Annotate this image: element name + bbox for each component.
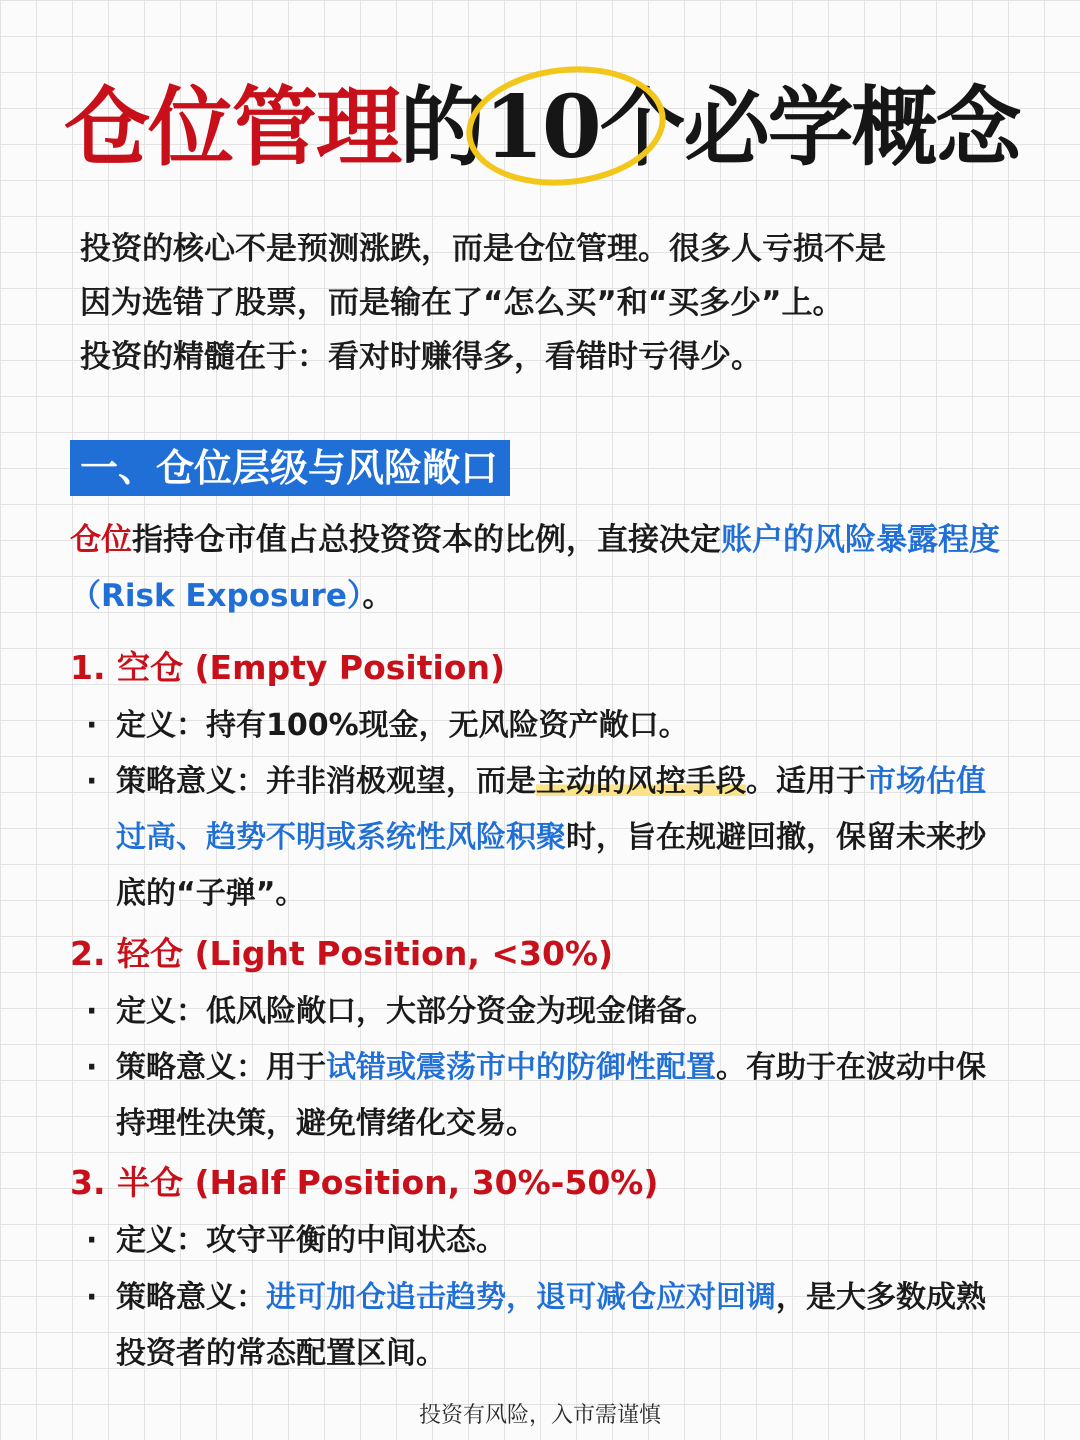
bullet-text: 定义：持有100%现金，无风险资产敞口。 <box>116 708 689 743</box>
bullet-definition <box>86 984 1006 1040</box>
intro-line: 投资的核心不是预测涨跌，而是仓位管理。很多人亏损不是 <box>80 231 886 267</box>
strategy-text: 策略意义：并非消极观望，而是 <box>116 764 536 799</box>
strategy-text: 。有助于在波动中保持理性决策，避免情绪化交易。 <box>116 1050 986 1141</box>
bullet-text: 定义：低风险敞口，大部分资金为现金储备。 <box>116 994 716 1029</box>
intro-line: 因为选错了股票，而是输在了“怎么买”和“买多少”上。 <box>80 285 844 321</box>
item-title-empty: 1. 空仓 (Empty Position) <box>70 648 506 687</box>
title-part1: 仓位管理 <box>64 77 400 178</box>
title-part4: 必学概念 <box>683 77 1020 178</box>
strategy-text: 。适用于 <box>746 764 866 799</box>
definition-text: 指持仓市值占总投资资本的比例，直接决定 <box>132 522 721 558</box>
bullet-dot: · <box>86 1280 98 1315</box>
bullet-definition <box>86 698 1006 754</box>
item-title-half: 3. 半仓 (Half Position, 30%-50%) <box>70 1163 659 1202</box>
strategy-text: ，是大多数成熟投资者的常态配置区间。 <box>116 1280 986 1371</box>
bullet-strategy <box>86 1040 1006 1152</box>
definition-paragraph <box>70 512 1020 624</box>
title-number <box>484 77 684 178</box>
bullet-text <box>86 1040 1006 1152</box>
definition-term: 仓位 <box>70 522 132 558</box>
bullet-dot: · <box>86 1050 98 1085</box>
bullet-text: 定义：攻守平衡的中间状态。 <box>116 1223 506 1258</box>
strategy-text: 策略意义： <box>116 1280 266 1315</box>
bullet-dot: · <box>86 1223 98 1258</box>
strategy-text: 时，旨在规避回撤，保留未来抄底的“子弹”。 <box>116 820 986 911</box>
emphasis-text: 市场估值过高、趋势不明或系统性风险积聚 <box>116 764 986 855</box>
bullet-strategy <box>86 1270 1006 1382</box>
definition-end: 。 <box>362 578 394 614</box>
section-heading: 一、仓位层级与风险敞口 <box>70 440 510 496</box>
bullet-strategy <box>86 754 1006 922</box>
highlighted-text: 主动的风控手段 <box>536 764 746 799</box>
strategy-text: 策略意义：用于 <box>116 1050 326 1085</box>
page-title <box>64 78 1024 178</box>
intro-line: 投资的精髓在于：看对时赚得多，看错时亏得少。 <box>80 339 762 375</box>
definition-emphasis: 账户的风险暴露程度（Risk Exposure） <box>70 522 1000 614</box>
bullet-dot: · <box>86 708 98 743</box>
risk-disclaimer: 投资有风险，入市需谨慎 <box>418 1403 661 1428</box>
bullet-text <box>86 1270 1006 1382</box>
emphasis-text: 试错或震荡市中的防御性配置 <box>326 1050 716 1085</box>
bullet-text <box>86 754 1006 922</box>
emphasis-text: 进可加仓追击趋势，退可减仓应对回调 <box>266 1280 776 1315</box>
bullet-dot: · <box>86 994 98 1029</box>
intro-paragraph <box>80 222 1020 384</box>
bullet-dot: · <box>86 764 98 799</box>
title-part2: 的 <box>400 77 484 178</box>
title-part3: 10个 <box>484 77 684 178</box>
bullet-definition <box>86 1213 1006 1269</box>
item-title-light: 2. 轻仓 (Light Position, <30%) <box>70 934 614 973</box>
